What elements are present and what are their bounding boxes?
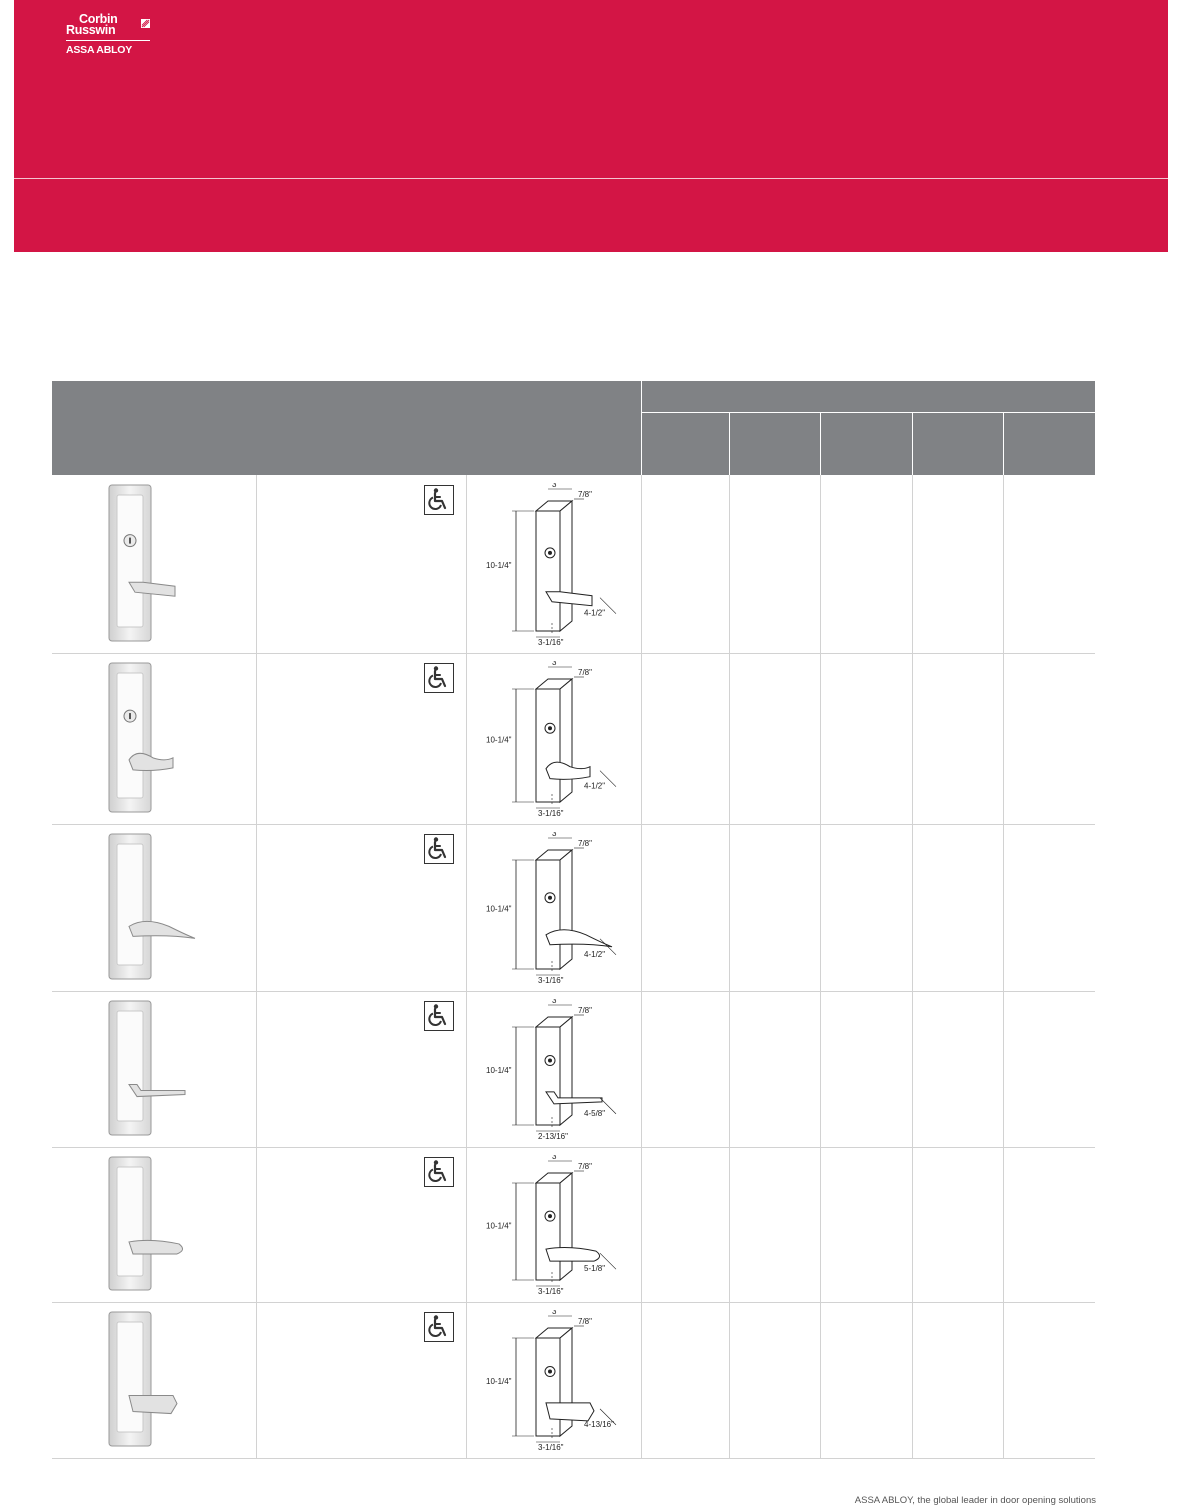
cell-divider <box>729 653 730 824</box>
cell-divider <box>466 1302 467 1458</box>
dim-top-width: 3" <box>552 1155 560 1161</box>
dim-bottom: 3-1/16" <box>538 1443 564 1452</box>
dim-projection: 4-5/8" <box>584 1108 606 1118</box>
header-divider <box>820 412 821 475</box>
cell-divider <box>641 824 642 991</box>
cell-divider <box>729 824 730 991</box>
dim-projection: 4-1/2" <box>584 949 606 959</box>
cell-divider <box>912 1302 913 1458</box>
dim-depth: 7/8" <box>578 1006 592 1015</box>
cell-divider <box>256 1147 257 1302</box>
cell-divider <box>256 475 257 653</box>
dim-depth: 7/8" <box>578 490 592 499</box>
wheelchair-icon <box>424 1001 454 1031</box>
table-header <box>52 381 1095 475</box>
dim-bottom: 3-1/16" <box>538 1287 564 1296</box>
cell-divider <box>256 653 257 824</box>
corbin-russwin-logo <box>66 14 156 56</box>
cell-divider <box>641 475 642 653</box>
cell-divider <box>1003 824 1004 991</box>
cell-divider <box>820 475 821 653</box>
dimension-drawing <box>484 483 624 647</box>
logo-rule <box>66 40 150 41</box>
wheelchair-icon <box>424 1312 454 1342</box>
dim-bottom: 3-1/16" <box>538 976 564 985</box>
cell-divider <box>466 653 467 824</box>
dim-bottom: 3-1/16" <box>538 638 564 647</box>
table-row <box>52 824 1095 992</box>
trim-photo <box>107 999 207 1137</box>
dim-height: 10-1/4" <box>486 1066 512 1075</box>
cell-divider <box>466 1147 467 1302</box>
cell-divider <box>729 475 730 653</box>
cell-divider <box>729 1302 730 1458</box>
dimension-drawing <box>484 1155 624 1296</box>
dim-depth: 7/8" <box>578 1317 592 1326</box>
logo-mark-icon <box>141 19 150 28</box>
dimension-drawing <box>484 832 624 985</box>
cell-divider <box>1003 475 1004 653</box>
dim-height: 10-1/4" <box>486 904 512 914</box>
wheelchair-icon <box>424 834 454 864</box>
trim-photo <box>107 1155 207 1292</box>
trim-photo <box>107 483 207 643</box>
logo-corbin-text: Corbin <box>79 12 118 26</box>
dim-depth: 7/8" <box>578 668 592 677</box>
dim-height: 10-1/4" <box>486 735 512 745</box>
table-row <box>52 991 1095 1148</box>
trim-photo <box>107 1310 207 1448</box>
cell-divider <box>641 1302 642 1458</box>
table-row <box>52 475 1095 654</box>
dimension-drawing <box>484 1310 624 1452</box>
cell-divider <box>641 653 642 824</box>
header-divider <box>1003 412 1004 475</box>
wheelchair-icon <box>424 485 454 515</box>
dim-projection: 4-1/2" <box>584 608 606 618</box>
dim-top-width: 3" <box>552 483 560 489</box>
cell-divider <box>729 991 730 1147</box>
dim-projection: 4-1/2" <box>584 781 606 791</box>
dim-top-width: 3" <box>552 999 560 1005</box>
dim-top-width: 3" <box>552 832 560 838</box>
cell-divider <box>820 824 821 991</box>
cell-divider <box>912 653 913 824</box>
dimension-drawing <box>484 661 624 818</box>
cell-divider <box>1003 1302 1004 1458</box>
logo-assa-abloy-text: ASSA ABLOY <box>66 44 133 56</box>
cell-divider <box>256 991 257 1147</box>
cell-divider <box>466 475 467 653</box>
cell-divider <box>912 824 913 991</box>
banner-divider <box>14 178 1168 179</box>
table-row <box>52 1302 1095 1459</box>
table-row <box>52 653 1095 825</box>
cell-divider <box>820 653 821 824</box>
cell-divider <box>912 475 913 653</box>
dim-top-width: 3" <box>552 1310 560 1316</box>
cell-divider <box>466 991 467 1147</box>
cell-divider <box>641 1147 642 1302</box>
cell-divider <box>912 991 913 1147</box>
cell-divider <box>912 1147 913 1302</box>
header-group-rule <box>641 412 1095 413</box>
header-divider <box>912 412 913 475</box>
dim-bottom: 2-13/16" <box>538 1132 568 1141</box>
dim-depth: 7/8" <box>578 839 592 848</box>
logo-russwin-text: Russwin <box>66 23 116 37</box>
cell-divider <box>820 1302 821 1458</box>
dim-top-width: 3" <box>552 661 560 667</box>
dim-height: 10-1/4" <box>486 1221 512 1231</box>
dim-projection: 5-1/8" <box>584 1264 606 1274</box>
dim-depth: 7/8" <box>578 1162 592 1171</box>
cell-divider <box>466 824 467 991</box>
cell-divider <box>1003 1147 1004 1302</box>
dim-projection: 4-13/16" <box>584 1419 614 1429</box>
header-divider <box>729 412 730 475</box>
cell-divider <box>820 991 821 1147</box>
table-row <box>52 1147 1095 1303</box>
dim-height: 10-1/4" <box>486 561 512 570</box>
trim-photo <box>107 661 207 814</box>
cell-divider <box>1003 991 1004 1147</box>
dimension-drawing <box>484 999 624 1141</box>
wheelchair-icon <box>424 663 454 693</box>
cell-divider <box>820 1147 821 1302</box>
dim-height: 10-1/4" <box>486 1377 512 1386</box>
footer-tagline: ASSA ABLOY, the global leader in door opening solutions <box>854 1495 1096 1506</box>
wheelchair-icon <box>424 1157 454 1187</box>
cell-divider <box>729 1147 730 1302</box>
trim-photo <box>107 832 207 981</box>
cell-divider <box>1003 653 1004 824</box>
cell-divider <box>256 1302 257 1458</box>
header-banner <box>14 0 1168 252</box>
header-divider <box>641 381 642 475</box>
dim-bottom: 3-1/16" <box>538 809 564 818</box>
cell-divider <box>256 824 257 991</box>
cell-divider <box>641 991 642 1147</box>
